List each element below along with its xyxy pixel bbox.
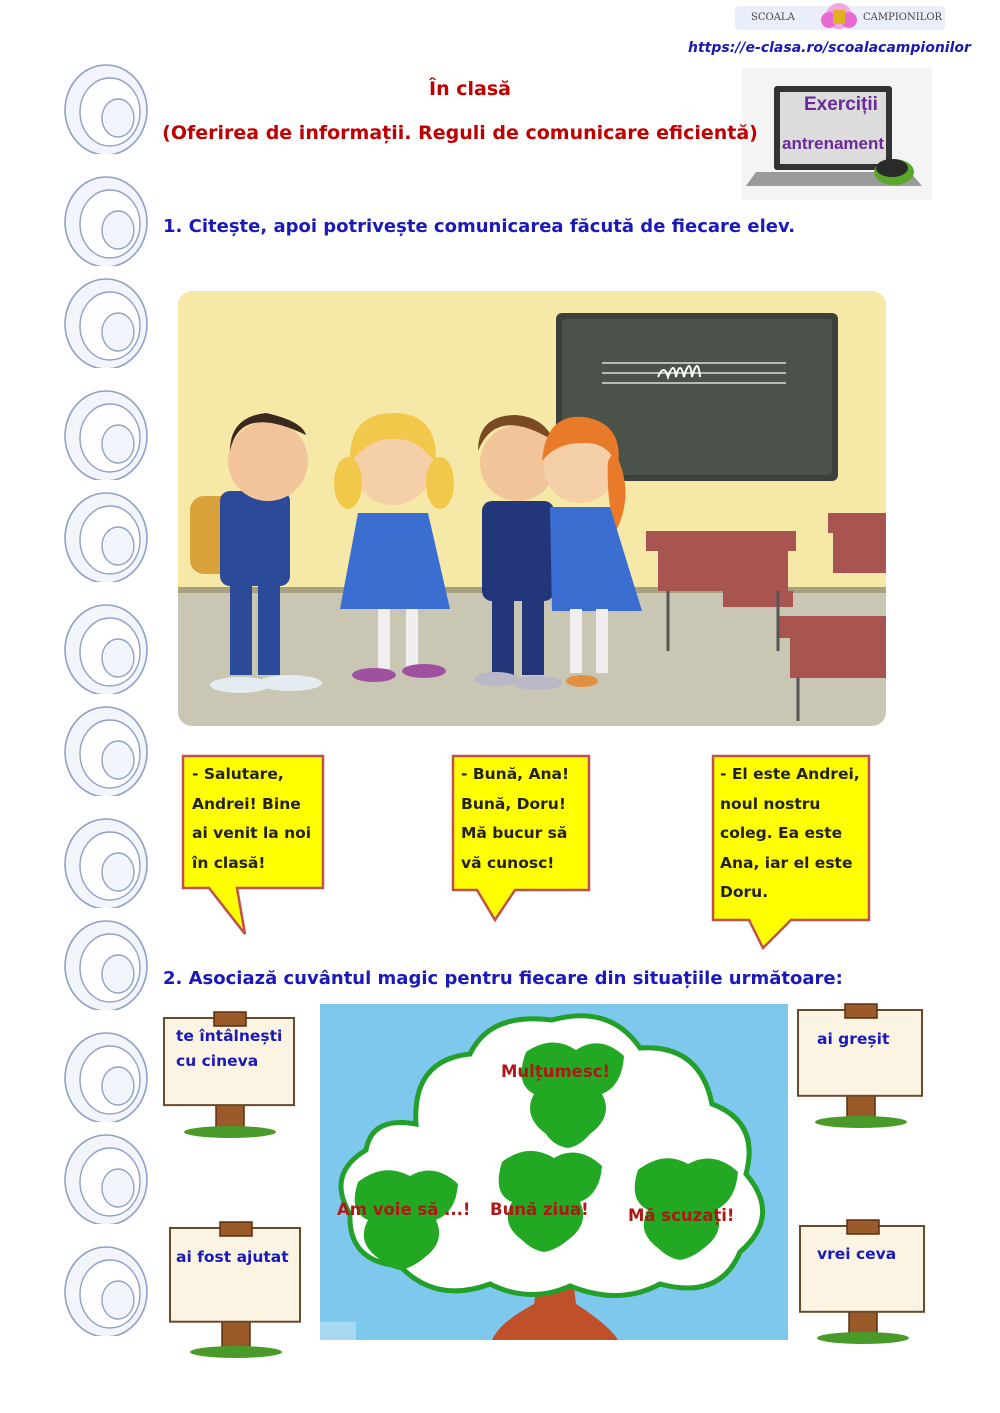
sign-line: ai greșit <box>817 1030 890 1048</box>
magic-word-buna-ziua[interactable]: Bună ziua! <box>490 1200 589 1219</box>
wooden-sign-2 <box>166 1218 306 1360</box>
school-logo <box>735 2 945 36</box>
wooden-sign-art <box>166 1218 306 1360</box>
spiral-ring <box>62 1132 150 1224</box>
sign-3-text[interactable] <box>817 1027 889 1052</box>
wooden-sign-art <box>796 1216 930 1346</box>
magic-word-multumesc[interactable]: Mulțumesc! <box>501 1062 610 1081</box>
bubble-1-text <box>192 760 311 878</box>
sign-line: te întâlnești <box>176 1027 283 1045</box>
badge-line2: antrenament <box>782 134 885 153</box>
wooden-sign-4 <box>796 1216 930 1346</box>
spiral-ring <box>62 174 150 266</box>
spiral-ring <box>62 388 150 480</box>
spiral-ring <box>62 1244 150 1336</box>
bubble-line: - Bună, Ana! <box>461 765 570 783</box>
magic-word-am-voie[interactable]: Am voie să ...! <box>337 1200 471 1219</box>
sign-line: ai fost ajutat <box>176 1248 289 1266</box>
page-subtitle: (Oferirea de informații. Reguli de comunicare eficientă) <box>162 122 758 144</box>
bubble-3-text <box>720 760 860 908</box>
spiral-ring <box>62 490 150 582</box>
exercise2-instruction: 2. Asociază cuvântul magic pentru fiecare din situațiile următoare: <box>163 968 843 989</box>
sign-line: cu cineva <box>176 1052 259 1070</box>
sign-1-text[interactable] <box>176 1024 282 1074</box>
exercise1-instruction: 1. Citește, apoi potrivește comunicarea făcută de fiecare elev. <box>163 216 796 237</box>
bubble-line: - Salutare, <box>192 765 284 783</box>
bubble-line: Doru. <box>720 883 769 901</box>
spiral-ring <box>62 1030 150 1122</box>
magic-word-ma-scuzati[interactable]: Mă scuzați! <box>628 1206 735 1225</box>
bubble-line: ai venit la noi <box>192 824 312 842</box>
bubble-line: coleg. Ea este <box>720 824 843 842</box>
bubble-line: vă cunosc! <box>461 853 555 872</box>
bubble-2-text <box>461 760 569 878</box>
bubble-line: Ana, iar el este <box>720 853 853 872</box>
site-url[interactable]: https://e-clasa.ro/scoalacampionilor <box>688 40 971 56</box>
logo-right-text: CAMPIONILOR <box>863 12 943 23</box>
bubble-line: Andrei! Bine <box>192 794 301 813</box>
spiral-ring <box>62 918 150 1010</box>
bubble-line: noul nostru <box>720 794 821 813</box>
bubble-line: în clasă! <box>192 853 266 872</box>
logo-left-text: SCOALA <box>751 12 795 23</box>
spiral-ring <box>62 816 150 908</box>
classroom-illustration <box>178 291 886 726</box>
wooden-sign-3 <box>794 1000 928 1130</box>
bubble-line: - El este Andrei, <box>720 765 860 783</box>
spiral-ring <box>62 602 150 694</box>
page-title: În clasă <box>429 78 511 100</box>
magic-words-tree <box>320 1004 788 1340</box>
spiral-ring <box>62 704 150 796</box>
wooden-sign-art <box>794 1000 928 1130</box>
badge-line1: Exerciții <box>804 94 878 115</box>
sign-4-text[interactable] <box>817 1242 896 1267</box>
bubble-line: Mă bucur să <box>461 824 568 842</box>
spiral-ring <box>62 276 150 368</box>
bubble-line: Bună, Doru! <box>461 794 566 813</box>
sign-2-text[interactable] <box>176 1245 289 1270</box>
sign-line: vrei ceva <box>817 1245 897 1263</box>
